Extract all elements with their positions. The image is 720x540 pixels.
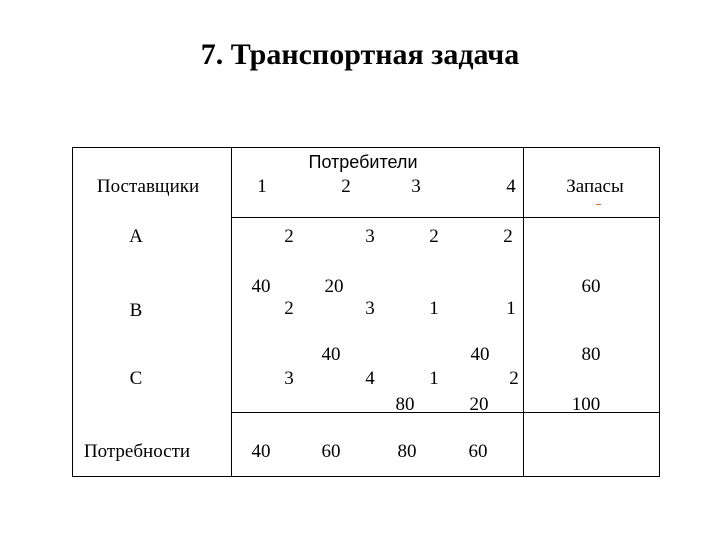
- suppliers-header: Поставщики: [96, 176, 200, 197]
- grid-line: [523, 217, 660, 218]
- grid-line: [231, 147, 232, 477]
- need-4: 60: [468, 441, 488, 462]
- alloc-b-4: 40: [470, 344, 490, 365]
- consumer-3: 3: [411, 176, 421, 197]
- consumer-1: 1: [257, 176, 267, 197]
- cost-a-1: 2: [284, 226, 294, 247]
- cost-c-3: 1: [429, 368, 439, 389]
- cost-a-3: 2: [429, 226, 439, 247]
- stock-c: 100: [571, 394, 601, 415]
- cost-b-2: 3: [365, 298, 375, 319]
- stock-a: 60: [581, 276, 601, 297]
- grid-line: [231, 217, 524, 218]
- stock-header: Запасы: [566, 176, 624, 197]
- row-c-label: C: [129, 368, 143, 389]
- alloc-a-2: 20: [324, 276, 344, 297]
- cost-c-4: 2: [509, 368, 519, 389]
- alloc-c-4: 20: [469, 394, 489, 415]
- row-a-label: A: [129, 226, 143, 247]
- cost-b-4: 1: [506, 298, 516, 319]
- cost-b-1: 2: [284, 298, 294, 319]
- cost-c-2: 4: [365, 368, 375, 389]
- need-2: 60: [321, 441, 341, 462]
- consumers-header: Потребители: [308, 152, 418, 172]
- slide-title: 7. Транспортная задача: [200, 38, 520, 71]
- grid-line: [523, 147, 524, 477]
- alloc-a-1: 40: [251, 276, 271, 297]
- cost-a-4: 2: [503, 226, 513, 247]
- stock-b: 80: [581, 344, 601, 365]
- decorative-mark: [596, 204, 601, 205]
- cost-a-2: 3: [365, 226, 375, 247]
- alloc-c-3: 80: [395, 394, 415, 415]
- cost-b-3: 1: [429, 298, 439, 319]
- need-1: 40: [251, 441, 271, 462]
- row-b-label: B: [129, 300, 143, 321]
- alloc-b-2: 40: [321, 344, 341, 365]
- consumer-2: 2: [341, 176, 351, 197]
- needs-label: Потребности: [83, 441, 191, 462]
- cost-c-1: 3: [284, 368, 294, 389]
- need-3: 80: [397, 441, 417, 462]
- consumer-4: 4: [506, 176, 516, 197]
